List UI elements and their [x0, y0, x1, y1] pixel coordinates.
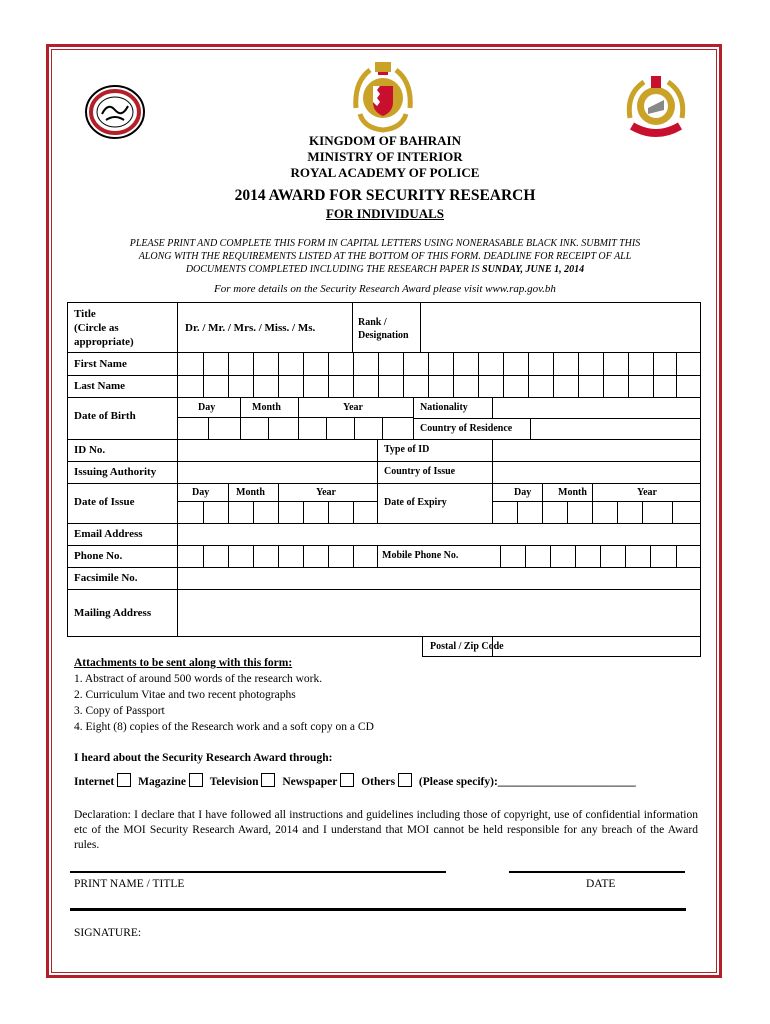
print-name-line[interactable]	[70, 871, 446, 873]
mailing-address-label: Mailing Address	[74, 607, 152, 619]
internet-checkbox[interactable]	[117, 773, 131, 787]
country-heading: KINGDOM OF BAHRAIN	[309, 133, 461, 148]
email-label: Email Address	[74, 528, 143, 540]
expiry-month-label: Month	[558, 487, 587, 498]
ministry-heading: MINISTRY OF INTERIOR	[307, 149, 463, 164]
newspaper-checkbox[interactable]	[340, 773, 354, 787]
title-label-line: (Circle as	[74, 322, 119, 334]
type-of-id-label: Type of ID	[384, 444, 430, 455]
print-name-label: PRINT NAME / TITLE	[74, 878, 185, 890]
magazine-label: Magazine	[138, 776, 187, 788]
television-label: Television	[209, 776, 259, 788]
academy-heading: ROYAL ACADEMY OF POLICE	[290, 165, 480, 180]
fax-label: Facsimile No.	[74, 572, 138, 584]
page-subtitle: FOR INDIVIDUALS	[325, 206, 445, 221]
instruction-line: PLEASE PRINT AND COMPLETE THIS FORM IN CAPITAL LETTERS USING NONERASABLE BLACK INK. SUBMIT THIS	[129, 238, 641, 249]
country-of-issue-label: Country of Issue	[384, 466, 456, 477]
deadline-date: SUNDAY, JUNE 1, 2014	[482, 264, 585, 275]
attachments-heading: Attachments to be sent along with this form:	[74, 657, 293, 669]
first-name-label: First Name	[74, 358, 127, 370]
specify-field[interactable]: (Please specify):________________________	[418, 776, 636, 788]
more-info-text: For more details on the Security Research Award please visit www.rap.gov.bh	[214, 283, 556, 295]
date-of-expiry-label: Date of Expiry	[384, 497, 447, 508]
mobile-label: Mobile Phone No.	[382, 550, 459, 561]
list-item: 1. Abstract of around 500 words of the research work.	[74, 673, 323, 685]
newspaper-label: Newspaper	[282, 776, 338, 788]
list-item: 4. Eight (8) copies of the Research work and a soft copy on a CD	[74, 721, 374, 733]
postal-code-field[interactable]	[493, 637, 700, 656]
signature-line[interactable]	[70, 908, 686, 911]
expiry-year-label: Year	[637, 487, 657, 498]
instruction-line	[80, 263, 690, 276]
title-label-line: Title	[74, 308, 96, 320]
magazine-checkbox[interactable]	[189, 773, 203, 787]
title-options[interactable]: Dr. / Mr. / Mrs. / Miss. / Ms.	[185, 322, 316, 334]
last-name-label: Last Name	[74, 380, 126, 392]
internet-label: Internet	[74, 776, 115, 788]
country-residence-label: Country of Residence	[420, 423, 513, 434]
date-label: DATE	[586, 878, 616, 890]
title-label-line: appropriate)	[74, 336, 134, 348]
television-checkbox[interactable]	[261, 773, 275, 787]
ministry-emblem	[350, 58, 416, 136]
heard-heading: I heard about the Security Research Award through:	[74, 752, 333, 764]
heard-options	[74, 773, 636, 788]
expiry-day-label: Day	[514, 487, 532, 498]
issuing-authority-label: Issuing Authority	[74, 466, 157, 478]
list-item: 3. Copy of Passport	[74, 705, 165, 717]
issue-year-label: Year	[316, 487, 336, 498]
id-no-label: ID No.	[74, 444, 106, 456]
date-line[interactable]	[509, 871, 685, 873]
issue-month-label: Month	[236, 487, 265, 498]
dob-label: Date of Birth	[74, 410, 136, 422]
email-field[interactable]	[178, 524, 700, 545]
phone-label: Phone No.	[74, 550, 123, 562]
dob-day-label: Day	[198, 402, 216, 413]
rank-label-line: Rank /	[358, 317, 387, 328]
date-of-issue-label: Date of Issue	[74, 496, 135, 508]
left-seal-emblem	[84, 84, 146, 140]
list-item: 2. Curriculum Vitae and two recent photographs	[74, 689, 296, 701]
instruction-line: ALONG WITH THE REQUIREMENTS LISTED AT THE BOTTOM OF THIS FORM. DEADLINE FOR RECEIPT OF ALL	[138, 251, 632, 262]
signature-label: SIGNATURE:	[74, 927, 142, 939]
rank-field[interactable]	[421, 303, 700, 352]
instruction-text: DOCUMENTS COMPLETED INCLUDING THE RESEARCH PAPER IS	[185, 264, 483, 275]
attachments-list	[74, 671, 374, 735]
nationality-label: Nationality	[420, 402, 468, 413]
rank-label-line: Designation	[358, 330, 409, 341]
issue-day-label: Day	[192, 487, 210, 498]
mailing-address-field[interactable]	[178, 590, 700, 636]
instructions	[80, 237, 690, 276]
declaration-text: Declaration: I declare that I have followed all instructions and guidelines including those of copyright, use of confidential information etc of the MOI Security Research Award, 2014 and I understand that MOI cannot be held responsible for any breach of the Award rules.	[74, 809, 698, 851]
fax-field[interactable]	[178, 568, 700, 589]
others-checkbox[interactable]	[398, 773, 412, 787]
rank-label	[358, 316, 409, 342]
page-title: 2014 AWARD FOR SECURITY RESEARCH	[234, 187, 536, 204]
dob-year-label: Year	[343, 402, 363, 413]
others-label: Others	[361, 776, 396, 788]
dob-month-label: Month	[252, 402, 281, 413]
postal-code-label: Postal / Zip Code	[430, 641, 504, 652]
title-label	[74, 307, 134, 349]
